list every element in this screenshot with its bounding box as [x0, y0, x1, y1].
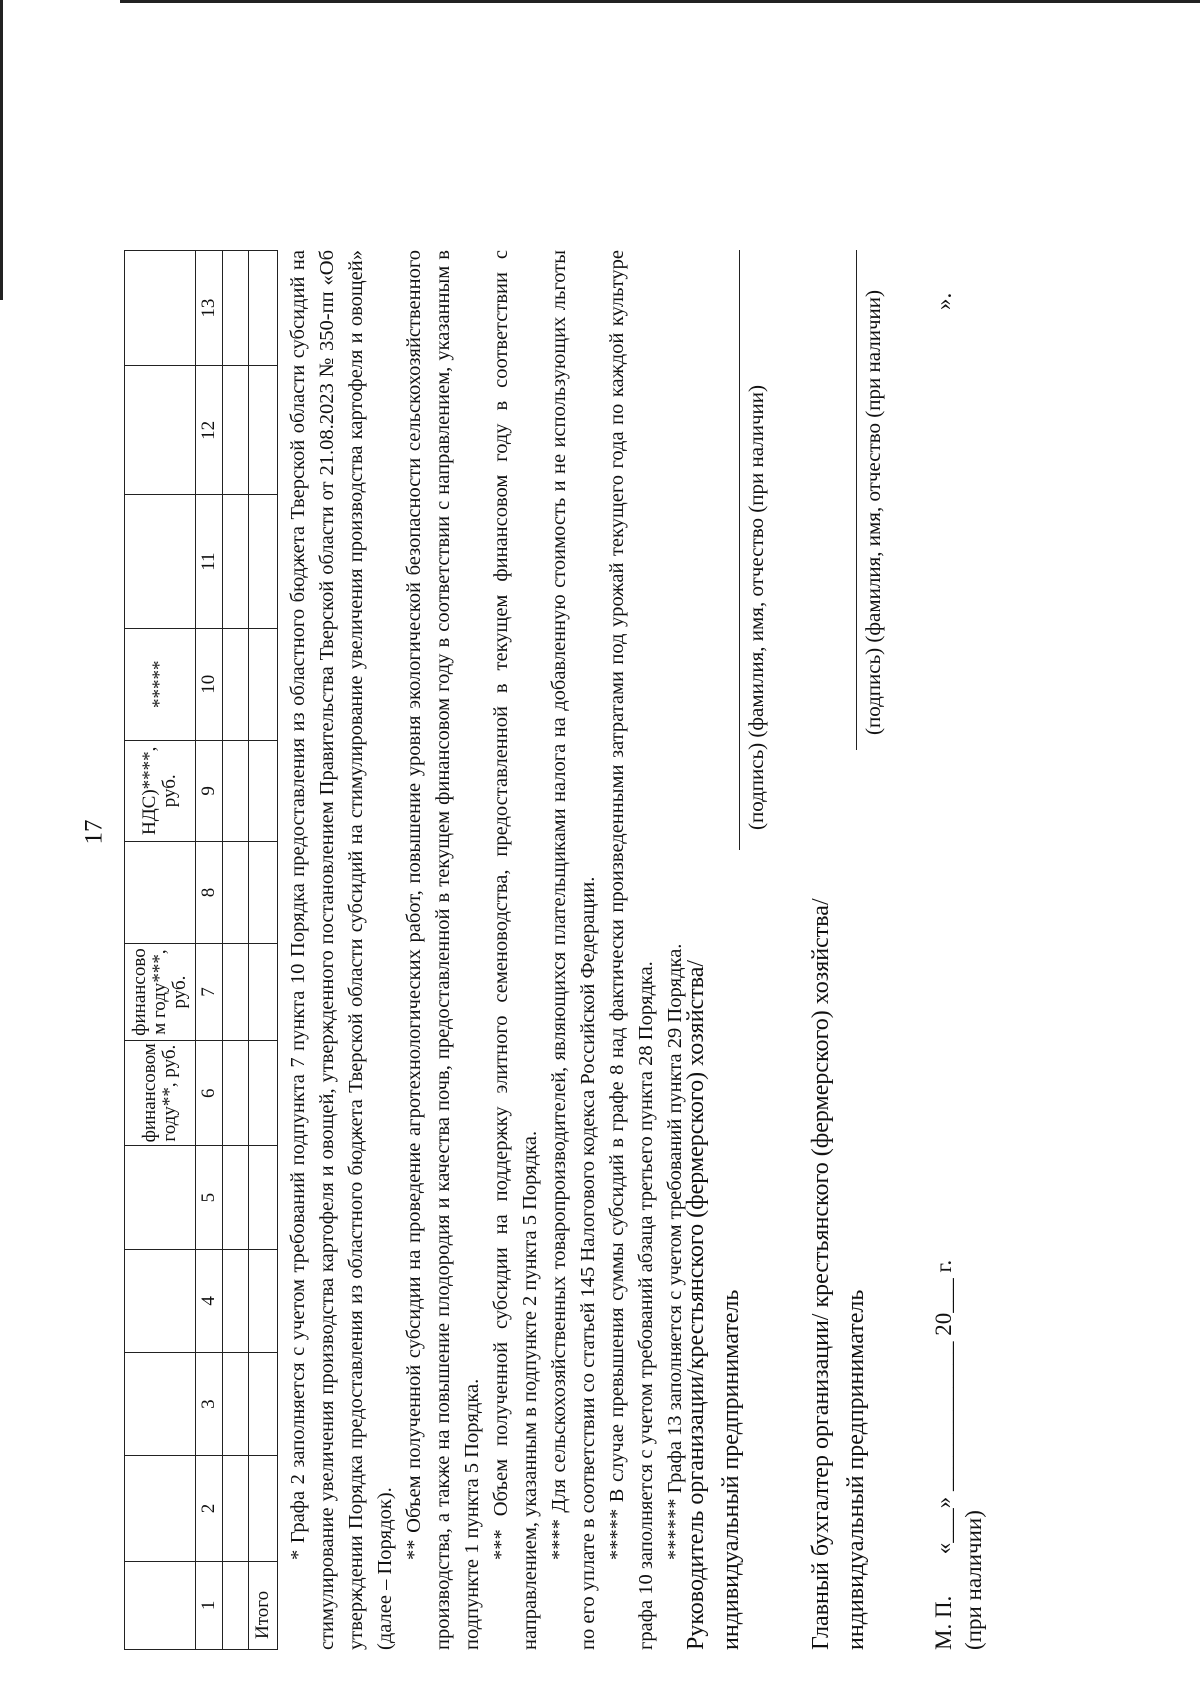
table-header-row [125, 251, 196, 1650]
stamp-note: (при наличии) [961, 1510, 986, 1650]
column-number: 3 [196, 1353, 223, 1456]
header-cell [125, 1561, 196, 1649]
header-cell: ***** [125, 628, 196, 740]
accountant-title-line2: индивидуальный предприниматель [843, 1289, 869, 1650]
column-number: 10 [196, 628, 223, 740]
head-signature-block [679, 960, 749, 1650]
stamp-block [929, 1260, 989, 1650]
footnote-3: *** Объем полученной субсидии на поддержку элитного семеноводства, предоставленной в текущем финансовом году в соответствии с направлением, указанным в подпункте 2 пункта 5 Порядка. [490, 250, 541, 1650]
date-line: «___» _____________ 20___ г. [931, 1259, 956, 1555]
stamp-date-row [929, 1260, 959, 1650]
footnote-5: ***** В случае превышения суммы субсидий в графе 8 над фактически произведенными затратами под урожай текущего года по каждой культуре графа 10 заполняется с учетом требований абзаца третьего пункта 28 Порядка. [606, 250, 657, 1650]
header-cell: финансово м году***, руб. [125, 944, 196, 1041]
column-number: 9 [196, 740, 223, 841]
column-number: 7 [196, 944, 223, 1041]
closing-quote: ». [931, 292, 956, 310]
footnote-2: ** Объем полученной субсидии на проведение агротехнологических работ, повышение уровня экологической безопасности сельскохозяйственного производства, а также на повышение плодородия и качества почв, предоставленной в текущем финансовом году в соответствии с направлением, указанным в подпункте 1 пункта 5 Порядка. [403, 250, 483, 1650]
footnote-1: * Графа 2 заполняется с учетом требований подпункта 7 пункта 10 Порядка предоставления из областного бюджета Тверской области субсидий на стимулирование увеличения производства картофеля и овощей, утвержденного постановлением Правительства Тверской области от 21.08.2023 № 350-пп «Об утверждении Порядка предоставления из областного бюджета Тверской области субсидий на стимулирование увеличения производства картофеля и овощей» (далее – Порядок). [287, 250, 396, 1650]
column-number: 1 [196, 1561, 223, 1649]
header-cell [125, 251, 196, 366]
subsidy-table [124, 250, 278, 1650]
stamp-label: М. П. [931, 1595, 956, 1650]
footnote-4: **** Для сельскохозяйственных товаропроизводителей, являющихся плательщиками налога на добавленную стоимость и не использующих льготы по его уплате в соответствии со статьей 145 Налогового кодекса Российской Федерации. [548, 250, 599, 1650]
head-title-line1: Руководитель организации/крестьянского (фермерского) хозяйства/ [683, 959, 709, 1650]
empty-data-row [223, 251, 249, 1650]
column-number: 11 [196, 495, 223, 628]
header-cell [125, 495, 196, 628]
column-number: 6 [196, 1040, 223, 1145]
column-number: 4 [196, 1249, 223, 1352]
head-signature-caption: (подпись) (фамилия, имя, отчество (при наличии) [744, 385, 768, 830]
header-cell [125, 1249, 196, 1352]
column-number: 2 [196, 1456, 223, 1561]
total-row [249, 251, 278, 1650]
head-signature-line [739, 250, 740, 850]
head-title-line2: индивидуальный предприниматель [718, 1289, 744, 1650]
footnotes [284, 250, 690, 1650]
column-number-row [196, 251, 223, 1650]
column-number: 13 [196, 251, 223, 366]
rotated-document-sheet [124, 200, 1124, 1650]
scan-edge-top [120, 0, 1200, 3]
header-cell [125, 1353, 196, 1456]
scan-edge-left [0, 0, 3, 300]
accountant-signature-line [856, 250, 857, 750]
accountant-signature-block [804, 898, 874, 1650]
header-cell: НДС)****, руб. [125, 740, 196, 841]
accountant-title-line1: Главный бухгалтер организации/ крестьянского (фермерского) хозяйства/ [808, 898, 834, 1650]
header-cell [125, 366, 196, 495]
header-cell [125, 1456, 196, 1561]
footnote-6: ****** Графа 13 заполняется с учетом требований пункта 29 Порядка. [664, 943, 686, 1560]
header-cell [125, 841, 196, 943]
total-label: Итого [249, 1561, 278, 1649]
header-cell: финансовом году**, руб. [125, 1040, 196, 1145]
page-number: 17 [80, 819, 108, 845]
column-number: 12 [196, 366, 223, 495]
column-number: 5 [196, 1146, 223, 1249]
header-cell [125, 1146, 196, 1249]
accountant-signature-caption: (подпись) (фамилия, имя, отчество (при наличии) [861, 290, 885, 735]
column-number: 8 [196, 841, 223, 943]
